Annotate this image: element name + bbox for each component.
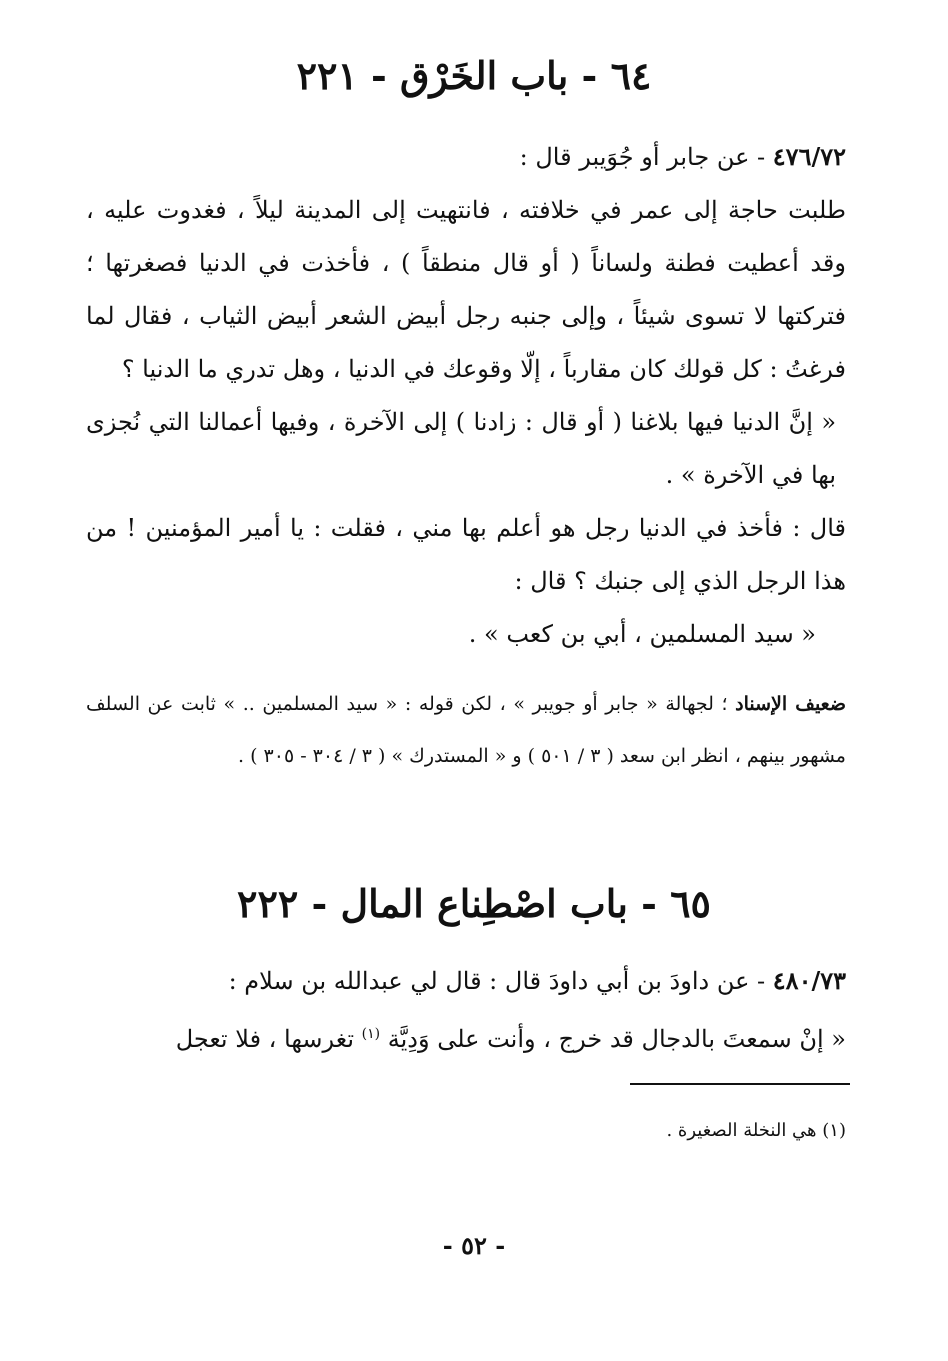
grading-text: ؛ لجهالة « جابر أو جويبر » ، لكن قوله : « سيد المسلمين .. » ثابت عن السلف مشهور بينهم ، انظر ابن سعد ( ٣ / ٥٠١ ) و « المستدرك » ( ٣ / ٣٠٤ - ٣٠٥ ) . [86, 693, 846, 767]
footnote-marker: (١) [361, 1026, 381, 1042]
hadith-480 [86, 954, 846, 1066]
page-number: - ٥٢ - [442, 1231, 506, 1260]
chapter-title-64: ٦٤ - باب الخَرْق - ٢٢١ [296, 53, 652, 98]
chapter-title-65: ٦٥ - باب اصْطِناع المال - ٢٢٢ [237, 881, 711, 926]
hadith-intro: - عن داودَ بن أبي داودَ قال : قال لي عبدالله بن سلام : [228, 967, 773, 995]
hadith-header [86, 954, 846, 1008]
hadith-472 [86, 130, 846, 661]
hadith-body-end: تغرسها ، فلا تعجل [175, 1025, 362, 1053]
footnote: (١) هي النخلة الصغيرة . [666, 1120, 846, 1141]
grading-note [86, 678, 846, 782]
hadith-number: ٤٨٠/٧٣ [772, 966, 846, 995]
hadith-quote: « إنَّ الدنيا فيها بلاغنا ( أو قال : زادنا ) إلى الآخرة ، وفيها أعمالنا التي نُجزى بها في الآخرة » . [86, 408, 836, 489]
hadith-number: ٤٧٦/٧٢ [772, 142, 846, 171]
hadith-header [86, 130, 846, 184]
grading-label: ضعيف الإسناد [735, 693, 846, 715]
hadith-body-start: « إنْ سمعتَ بالدجال قد خرج ، وأنت على وَدِيَّة [380, 1025, 846, 1053]
hadith-continuation: قال : فأخذ في الدنيا رجل هو أعلم بها مني ، فقلت : يا أمير المؤمنين ! من هذا الرجل الذي إلى جنبك ؟ قال : [86, 514, 846, 595]
hadith-body: طلبت حاجة إلى عمر في خلافته ، فانتهيت إلى المدينة ليلاً ، فغدوت عليه ، وقد أعطيت فطنة ولساناً ( أو قال منطقاً ) ، فأخذت في الدنيا فصغرتها ؛ فتركتها لا تسوى شيئاً ، وإلى جنبه رجل أبيض الشعر أبيض الثياب ، فقال لما فرغتُ : كل قولك كان مقارباً ، إلّا وقوعك في الدنيا ، وهل تدري ما الدنيا ؟ [86, 196, 846, 383]
hadith-answer: « سيد المسلمين ، أبي بن كعب » . [468, 620, 816, 648]
hadith-body [86, 1008, 846, 1066]
hadith-intro: - عن جابر أو جُوَيبر قال : [519, 143, 773, 171]
footnote-divider [630, 1083, 850, 1085]
